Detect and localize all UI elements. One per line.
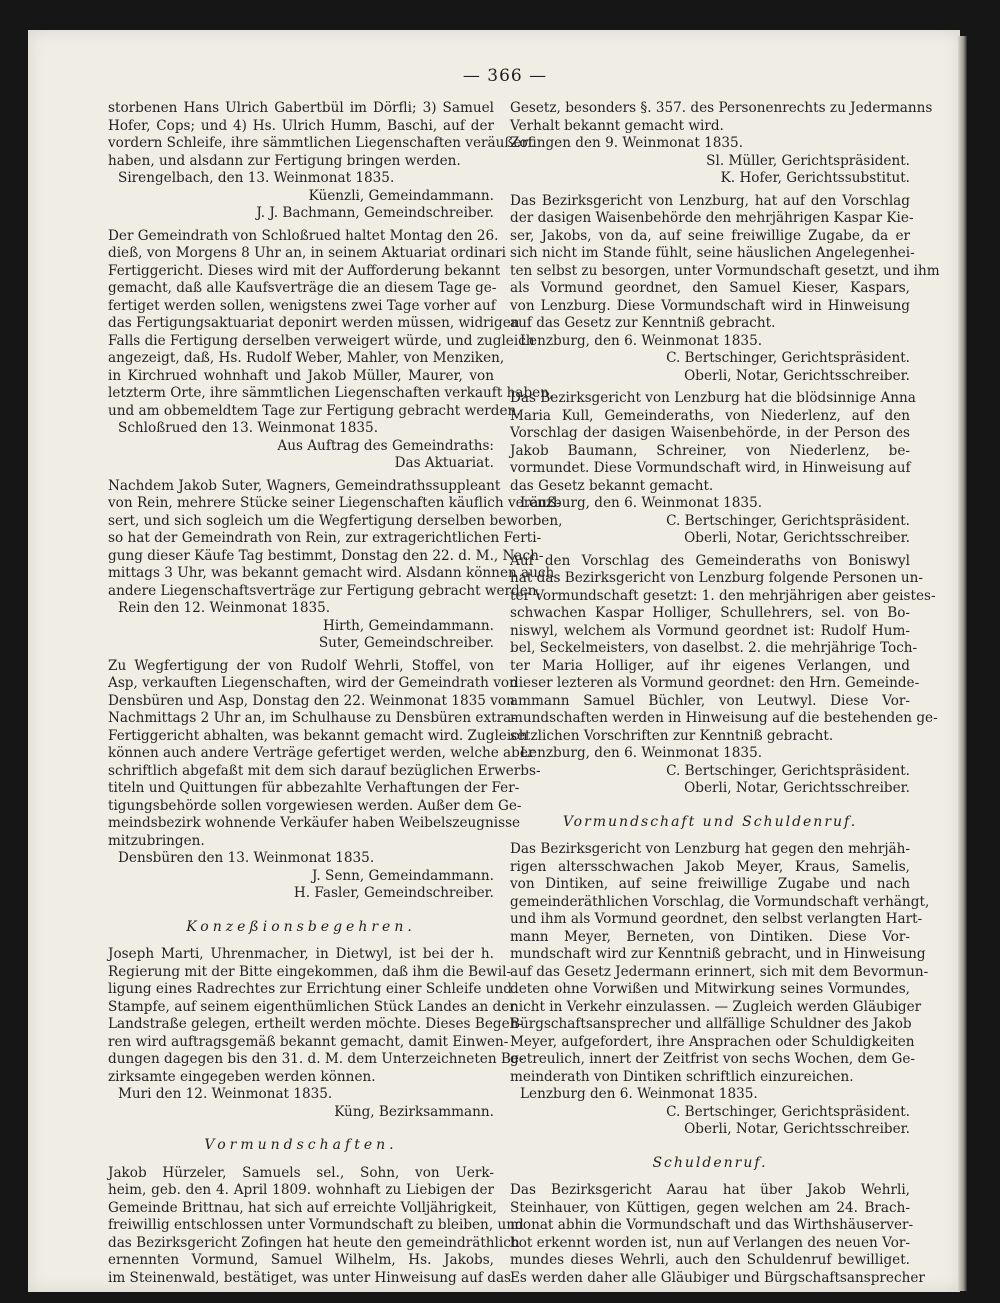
- signature-line: Küenzli, Gemeindammann.: [308, 187, 494, 204]
- text-line: ren wird auftragsgemäß bekannt gemacht, damit Einwen-: [108, 1033, 509, 1050]
- text-line: ten selbst zu besorgen, unter Vormundschaft gesetzt, und ihm: [510, 262, 940, 279]
- text-line: Das Bezirksgericht von Lenzburg hat die blödsinnige Anna: [510, 390, 916, 406]
- text-line: das Bezirksgericht Zofingen hat heute den gemeindräthlich: [108, 1234, 520, 1251]
- notice-block: [108, 1164, 524, 1288]
- text-line: Zu Wegfertigung der von Rudolf Wehrli, Stoffel, von: [108, 657, 494, 674]
- text-line: Asp, verkauften Liegenschaften, wird der Gemeindrath von: [108, 675, 518, 691]
- text-line: freiwillig entschlossen unter Vormundschaft zu bleiben, und: [108, 1217, 524, 1233]
- signature-line: H. Fasler, Gemeindschreiber.: [293, 885, 494, 901]
- dateline: Schloßrued den 13. Weinmonat 1835.: [118, 420, 379, 436]
- text-line: so hat der Gemeindrath von Rein, zur extragerichtlichen Ferti-: [108, 530, 542, 546]
- section-heading: Schuldenruf.: [652, 1154, 768, 1171]
- text-line: Fertiggericht abhalten, was bekannt gemacht wird. Zugleich: [108, 727, 528, 744]
- text-line: dieß, von Morgens 8 Uhr an, in seinem Aktuariat ordinari: [108, 245, 507, 261]
- notice-block: [108, 657, 541, 903]
- text-line: mann Meyer, Berneten, von Dintiken. Diese Vor-: [510, 928, 910, 945]
- text-line: von Lenzburg. Diese Vormundschaft wird in Hinweisung: [510, 297, 910, 314]
- text-line: Der Gemeindrath von Schloßrued haltet Montag den 26.: [108, 227, 499, 244]
- text-line: dungen dagegen bis den 31. d. M. dem Unterzeichneten Be-: [108, 1051, 524, 1067]
- signature-line: Oberli, Notar, Gerichtsschreiber.: [684, 780, 910, 796]
- text-line: und am obbemeldtem Tage zur Fertigung gebracht werden.: [108, 402, 521, 419]
- notice-block: [510, 390, 916, 548]
- signature-line: C. Bertschinger, Gerichtspräsident.: [666, 350, 910, 366]
- dateline: Muri den 12. Weinmonat 1835.: [118, 1086, 333, 1102]
- dateline: Zofingen den 9. Weinmonat 1835.: [510, 135, 744, 151]
- right-column: [510, 100, 940, 1292]
- text-line: Es werden daher alle Gläubiger und Bürgschaftsansprecher: [510, 1269, 925, 1286]
- text-line: titeln und Quittungen für abbezahlte Verhaftungen der Fer-: [108, 780, 520, 796]
- text-line: und ihm als Vormund geordnet, den selbst verlangten Hart-: [510, 911, 923, 927]
- text-line: bot erkennt worden ist, nun auf Verlangen des neuen Vor-: [510, 1234, 910, 1251]
- dateline: Lenzburg, den 6. Weinmonat 1835.: [520, 745, 763, 761]
- text-line: vormundet. Diese Vormundschaft wird, in Hinweisung auf: [510, 460, 911, 476]
- text-line: Gesetz, besonders §. 357. des Personenrechts zu Jedermanns: [510, 100, 933, 116]
- text-line: letzterm Orte, ihre sämmtlichen Liegenschaften verkauft haben,: [108, 385, 554, 401]
- text-line: meinderath von Dintiken schriftlich einzureichen.: [510, 1068, 854, 1085]
- text-line: setzlichen Vorschriften zur Kenntniß gebracht.: [510, 727, 834, 744]
- text-line: Joseph Marti, Uhrenmacher, in Dietwyl, ist bei der h.: [108, 946, 494, 962]
- text-line: Meyer, aufgefordert, ihre Ansprachen oder Schuldigkeiten: [510, 1033, 915, 1050]
- signature-line: Suter, Gemeindschreiber.: [318, 635, 494, 651]
- text-line: monat abhin die Vormundschaft und das Wirthshäuserver-: [510, 1217, 914, 1233]
- text-line: sich nicht im Stande fühlt, seine häuslichen Angelegenhei-: [510, 245, 915, 261]
- text-line: hat das Bezirksgericht von Lenzburg folgende Personen un-: [510, 570, 924, 586]
- dateline: Sirengelbach, den 13. Weinmonat 1835.: [118, 170, 395, 186]
- text-line: Das Bezirksgericht Aarau hat über Jakob Wehrli,: [510, 1182, 910, 1198]
- text-line: ser, Jakobs, von da, auf seine freiwillige Zugabe, da er: [510, 227, 910, 244]
- text-line: rigen altersschwachen Jakob Meyer, Kraus, Samelis,: [510, 858, 910, 875]
- text-line: Densbüren und Asp, Donstag den 22. Weinmonat 1835 von: [108, 692, 515, 709]
- text-line: mittags 3 Uhr, was bekannt gemacht wird. Alsdann können auch: [108, 565, 555, 581]
- text-line: auf das Gesetz Jedermann erinnert, sich mit dem Bevormun-: [510, 963, 929, 980]
- text-line: gemeinderäthlichen Vorschlag, die Vormundschaft verhängt,: [510, 893, 930, 910]
- text-line: das Gesetz bekannt gemacht.: [510, 477, 714, 494]
- dateline: Densbüren den 13. Weinmonat 1835.: [118, 850, 375, 866]
- notice-block: [108, 100, 534, 223]
- text-line: nicht in Verkehr einzulassen. — Zugleich werden Gläubiger: [510, 998, 922, 1015]
- text-line: Landstraße gelegen, ertheilt werden möchte. Dieses Begeh-: [108, 1016, 523, 1032]
- text-line: andere Liegenschaftsverträge zur Fertigung gebracht werden.: [108, 582, 541, 599]
- signature-line: Hirth, Gemeindammann.: [322, 617, 494, 634]
- text-line: schwachen Kaspar Holliger, Schullehrers, sel. von Bo-: [510, 605, 910, 621]
- text-line: tigungsbehörde sollen vorgewiesen werden. Außer dem Ge-: [108, 797, 522, 814]
- text-line: in Kirchrued wohnhaft und Jakob Müller, Maurer, von: [108, 367, 494, 384]
- text-line: können auch andere Verträge gefertiget werden, welche aber: [108, 745, 535, 761]
- text-line: mundschaften werden in Hinweisung auf die bestehenden ge-: [510, 710, 938, 726]
- signature-line: J. Senn, Gemeindammann.: [311, 867, 494, 884]
- text-line: als Vormund geordnet, den Samuel Kieser, Kaspars,: [510, 280, 910, 296]
- text-line: Regierung mit der Bitte eingekommen, daß ihm die Bewil-: [108, 963, 512, 980]
- signature-line: Küng, Bezirksammann.: [334, 1103, 494, 1120]
- text-line: Bürgschaftsansprecher und allfällige Schuldner des Jakob: [510, 1016, 912, 1032]
- section-heading: Vormundschaft und Schuldenruf.: [562, 813, 858, 830]
- text-line: mitzubringen.: [108, 832, 205, 849]
- text-line: Vorschlag der dasigen Waisenbehörde, in der Person des: [510, 425, 910, 441]
- text-line: gung dieser Käufe Tag bestimmt, Donstag den 22. d. M., Nach-: [108, 547, 544, 564]
- left-column: [108, 100, 563, 1292]
- dateline: Lenzburg, den 6. Weinmonat 1835.: [520, 495, 763, 511]
- text-line: meindsbezirk wohnende Verkäufer haben Weibelszeugnisse: [108, 815, 521, 831]
- signature-line: Oberli, Notar, Gerichtsschreiber.: [684, 367, 910, 384]
- text-line: im Steinenwald, bestätiget, was unter Hinweisung auf das: [108, 1269, 512, 1286]
- page-edge: [958, 36, 967, 1291]
- text-line: ter Maria Holliger, auf ihr eigenes Verlangen, und: [510, 657, 910, 674]
- signature-line: J. J. Bachmann, Gemeindschreiber.: [256, 205, 494, 221]
- text-line: ter Vormundschaft gesetzt: 1. den mehrjährigen aber geistes-: [510, 587, 936, 604]
- text-line: Fertiggericht. Dieses wird mit der Aufforderung bekannt: [108, 262, 501, 279]
- text-line: Gemeinde Brittnau, hat sich auf erreichte Volljährigkeit,: [108, 1199, 498, 1216]
- text-line: von Rein, mehrere Stücke seiner Liegenschaften käuflich veräuß-: [108, 495, 561, 511]
- text-line: Hofer, Cops; und 4) Hs. Ulrich Humm, Baschi, auf der: [108, 117, 494, 134]
- text-line: Nachmittags 2 Uhr an, im Schulhause zu Densbüren extra-: [108, 710, 516, 726]
- text-line: Auf den Vorschlag des Gemeinderaths von Boniswyl: [510, 552, 910, 569]
- signature-line: Aus Auftrag des Gemeindraths:: [277, 437, 494, 454]
- signature-line: Oberli, Notar, Gerichtsschreiber.: [684, 1121, 910, 1137]
- text-line: der dasigen Waisenbehörde den mehrjährigen Kaspar Kie-: [510, 210, 914, 226]
- dateline: Lenzburg den 6. Weinmonat 1835.: [520, 1086, 758, 1102]
- signature-line: Sl. Müller, Gerichtspräsident.: [706, 152, 910, 169]
- text-line: gemacht, daß alle Kaufsverträge die an diesem Tage ge-: [108, 280, 497, 296]
- text-line: dieser lezteren als Vormund geordnet: den Hrn. Gemeinde-: [510, 675, 920, 691]
- text-line: schriftlich abgefaßt mit dem sich darauf bezüglichen Erwerbs-: [108, 762, 541, 779]
- text-line: haben, und alsdann zur Fertigung bringen werden.: [108, 152, 461, 169]
- text-line: Falls die Fertigung derselben verweigert würde, und zugleich: [108, 332, 535, 349]
- text-line: Steinhauer, von Küttigen, gegen welchen am 24. Brach-: [510, 1199, 910, 1216]
- text-line: fertiget werden sollen, wenigstens zwei Tage vorher auf: [108, 297, 496, 314]
- text-line: Das Bezirksgericht von Lenzburg, hat auf den Vorschlag: [510, 192, 910, 209]
- section-heading: Vormundschaften.: [204, 1137, 398, 1153]
- notice-block: [510, 100, 933, 188]
- signature-line: C. Bertschinger, Gerichtspräsident.: [666, 1103, 910, 1120]
- text-line: ligung eines Radrechtes zur Errichtung einer Schleife und: [108, 981, 512, 997]
- text-line: vordern Schleife, ihre sämmtlichen Liegenschaften veräußert: [108, 135, 534, 151]
- signature-line: C. Bertschinger, Gerichtspräsident.: [666, 512, 910, 529]
- text-line: ernennten Vormund, Samuel Wilhelm, Hs. Jakobs,: [108, 1252, 494, 1268]
- notice-block: [510, 552, 938, 798]
- text-line: Jakob Baumann, Schreiner, von Niederlenz, be-: [510, 442, 910, 459]
- notice-block: [510, 1182, 925, 1287]
- dateline: Rein den 12. Weinmonat 1835.: [118, 600, 331, 616]
- text-line: bel, Seckelmeisters, von daselbst. 2. die mehrjährige Toch-: [510, 640, 918, 656]
- text-line: von Dintiken, auf seine freiwillige Zugabe und nach: [510, 876, 910, 892]
- notice-block: [108, 477, 563, 653]
- dateline: Lenzburg, den 6. Weinmonat 1835.: [520, 332, 763, 349]
- text-line: niswyl, welchem als Vormund geordnet ist: Rudolf Hum-: [510, 622, 910, 639]
- text-line: auf das Gesetz zur Kenntniß gebracht.: [510, 315, 776, 331]
- page-number: — 366 —: [462, 66, 548, 86]
- notice-block: [108, 227, 554, 473]
- text-line: Nachdem Jakob Suter, Wagners, Gemeindrathssuppleant: [108, 477, 501, 494]
- text-line: Das Bezirksgericht von Lenzburg hat gegen den mehrjäh-: [510, 841, 910, 857]
- text-line: getreulich, innert der Zeitfrist von sechs Wochen, dem Ge-: [510, 1051, 916, 1067]
- text-line: mundschaft wird zur Kenntniß gebracht, und in Hinweisung: [510, 946, 926, 962]
- text-line: deten ohne Vorwißen und Mitwirkung seines Vormundes,: [510, 981, 910, 997]
- text-line: sert, und sich sogleich um die Wegfertigung derselben beworben,: [108, 512, 563, 529]
- text-line: ammann Samuel Büchler, von Leutwyl. Diese Vor-: [510, 692, 910, 709]
- text-line: Jakob Hürzeler, Samuels sel., Sohn, von Uerk-: [108, 1164, 494, 1181]
- text-line: storbenen Hans Ulrich Gabertbül im Dörfli; 3) Samuel: [108, 100, 494, 116]
- signature-line: K. Hofer, Gerichtssubstitut.: [720, 170, 910, 186]
- signature-line: C. Bertschinger, Gerichtspräsident.: [666, 762, 910, 779]
- notice-block: [510, 192, 940, 386]
- text-line: mundes dieses Wehrli, auch den Schuldenruf bewilliget.: [510, 1252, 910, 1268]
- text-line: heim, geb. den 4. April 1809. wohnhaft zu Liebigen der: [108, 1182, 494, 1198]
- notice-block: [108, 946, 524, 1121]
- text-line: angezeigt, daß, Hs. Rudolf Weber, Mahler, von Menziken,: [108, 350, 505, 366]
- text-line: Stampfe, auf seinem eigenthümlichen Stück Landes an der: [108, 998, 516, 1015]
- text-line: zirksamte eingegeben werden können.: [108, 1068, 376, 1085]
- signature-line: Das Aktuariat.: [394, 455, 494, 471]
- text-line: Maria Kull, Gemeinderaths, von Niederlenz, auf den: [510, 407, 910, 424]
- text-line: das Fertigungsaktuariat deponirt werden müssen, widrigen: [108, 315, 520, 331]
- signature-line: Oberli, Notar, Gerichtsschreiber.: [684, 530, 910, 546]
- text-line: Verhalt bekannt gemacht wird.: [510, 117, 724, 134]
- notice-block: [510, 841, 930, 1139]
- section-heading: Konzeßionsbegehren.: [186, 918, 416, 935]
